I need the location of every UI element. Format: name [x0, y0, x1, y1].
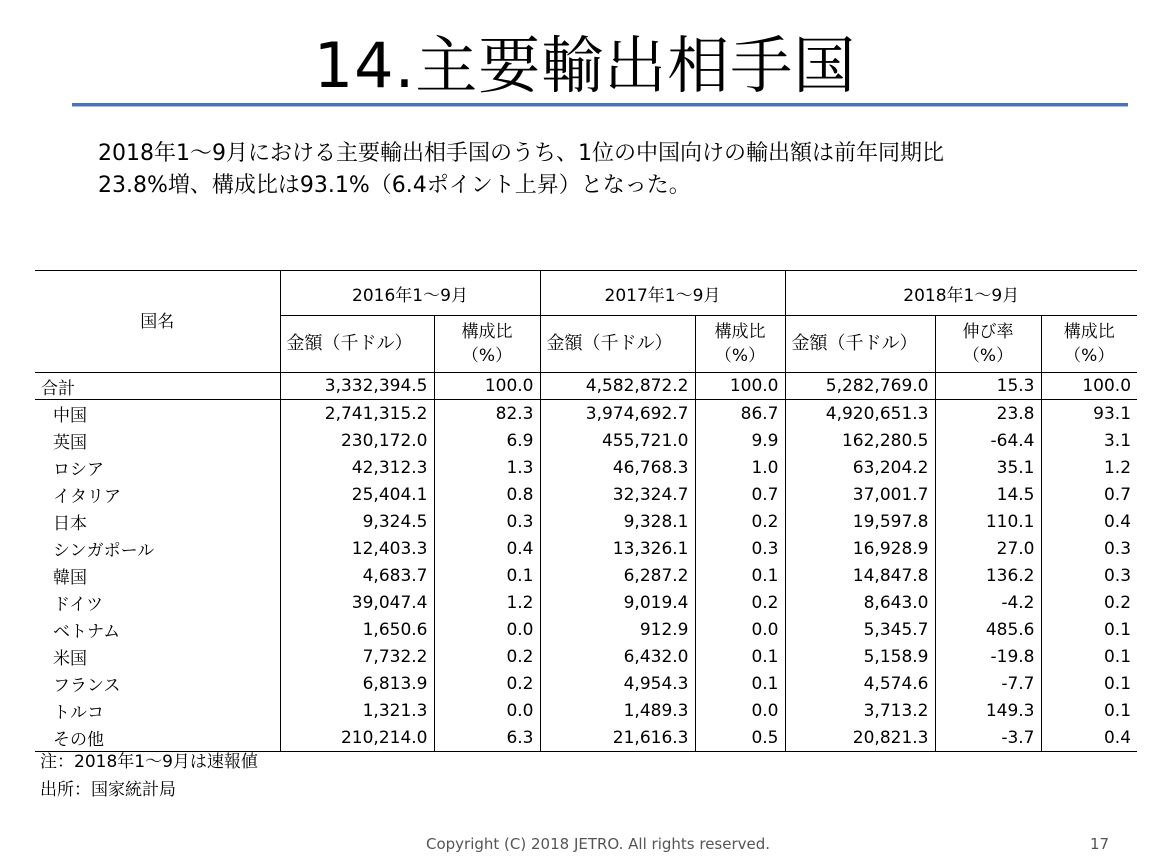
- table-row: [35, 508, 1137, 535]
- cell: 6.9: [434, 427, 540, 454]
- cell: 230,172.0: [280, 427, 434, 454]
- row-name: 米国: [53, 649, 87, 669]
- cell: 1.2: [434, 589, 540, 616]
- row-name: その他: [35, 724, 280, 752]
- cell: 0.0: [695, 697, 785, 724]
- note-preliminary: 注：2018年1～9月は速報値: [40, 752, 258, 772]
- table-row: [35, 562, 1137, 589]
- cell: 0.3: [434, 508, 540, 535]
- period-2017-header: 2017年1～9月: [540, 271, 785, 316]
- cell: 93.1: [1041, 400, 1137, 428]
- cell: 37,001.7: [785, 481, 935, 508]
- cell: 0.7: [1041, 481, 1137, 508]
- cell: 16,928.9: [785, 535, 935, 562]
- cell: 1,321.3: [280, 697, 434, 724]
- note-source: 出所：国家統計局: [40, 780, 176, 800]
- copyright-text: Copyright (C) 2018 JETRO. All rights reserved.: [426, 835, 771, 853]
- share-2018-header: 構成比 （%）: [1041, 316, 1137, 373]
- period-2018-header: 2018年1～9月: [785, 271, 1137, 316]
- cell: 0.3: [695, 535, 785, 562]
- slide-title: 14.主要輸出相手国: [313, 29, 857, 102]
- cell: 100.0: [695, 373, 785, 400]
- cell: 20,821.3: [785, 724, 935, 752]
- cell: 1.2: [1041, 454, 1137, 481]
- cell: 12,403.3: [280, 535, 434, 562]
- table-row: [35, 616, 1137, 643]
- intro-line-2: 23.8%増、構成比は93.1%（6.4ポイント上昇）となった。: [98, 173, 691, 198]
- cell: 63,204.2: [785, 454, 935, 481]
- cell: 2,741,315.2: [280, 400, 434, 428]
- cell: 0.2: [1041, 589, 1137, 616]
- cell: 912.9: [540, 616, 695, 643]
- row-name: 合計: [35, 373, 280, 400]
- cell: 0.1: [1041, 616, 1137, 643]
- cell: 13,326.1: [540, 535, 695, 562]
- table-row: [35, 535, 1137, 562]
- table-row: [35, 454, 1137, 481]
- cell: 0.0: [434, 697, 540, 724]
- cell: 0.1: [434, 562, 540, 589]
- cell: 0.4: [1041, 724, 1137, 752]
- cell: 0.2: [695, 589, 785, 616]
- amount-2018-header: 金額（千ドル）: [785, 316, 935, 373]
- cell: 4,574.6: [785, 670, 935, 697]
- cell: 39,047.4: [280, 589, 434, 616]
- cell: 0.2: [434, 643, 540, 670]
- cell: 1.3: [434, 454, 540, 481]
- row-name: ドイツ: [53, 595, 104, 615]
- row-name: 韓国: [53, 568, 87, 588]
- table-notes: [40, 748, 258, 804]
- table-row: [35, 670, 1137, 697]
- row-name: 中国: [53, 406, 87, 426]
- cell: 0.4: [1041, 508, 1137, 535]
- cell: 1,650.6: [280, 616, 434, 643]
- cell: -3.7: [935, 724, 1041, 752]
- table-row: [35, 400, 1137, 428]
- cell: 0.7: [695, 481, 785, 508]
- cell: 14.5: [935, 481, 1041, 508]
- cell: 25,404.1: [280, 481, 434, 508]
- amount-2016-header: 金額（千ドル）: [280, 316, 434, 373]
- cell: -64.4: [935, 427, 1041, 454]
- cell: 455,721.0: [540, 427, 695, 454]
- title-underline: [72, 103, 1128, 107]
- cell: 9.9: [695, 427, 785, 454]
- cell: 19,597.8: [785, 508, 935, 535]
- cell: 3,974,692.7: [540, 400, 695, 428]
- cell: 15.3: [935, 373, 1041, 400]
- cell: 82.3: [434, 400, 540, 428]
- table-row: [35, 481, 1137, 508]
- cell: 86.7: [695, 400, 785, 428]
- cell: 32,324.7: [540, 481, 695, 508]
- cell: 6,813.9: [280, 670, 434, 697]
- row-name: 日本: [53, 514, 87, 534]
- cell: -19.8: [935, 643, 1041, 670]
- table-row: [35, 589, 1137, 616]
- page-number: 17: [1090, 835, 1110, 853]
- cell: 27.0: [935, 535, 1041, 562]
- cell: 5,158.9: [785, 643, 935, 670]
- intro-line-1: 2018年1～9月における主要輸出相手国のうち、1位の中国向けの輸出額は前年同期比: [98, 141, 944, 166]
- cell: 0.1: [695, 670, 785, 697]
- row-name: フランス: [53, 676, 121, 696]
- row-name: トルコ: [53, 703, 104, 723]
- row-name: ロシア: [53, 460, 104, 480]
- cell: 7,732.2: [280, 643, 434, 670]
- cell: 14,847.8: [785, 562, 935, 589]
- share-2017-header: 構成比 （%）: [695, 316, 785, 373]
- cell: 35.1: [935, 454, 1041, 481]
- table-row: [35, 427, 1137, 454]
- cell: 0.3: [1041, 535, 1137, 562]
- cell: 4,954.3: [540, 670, 695, 697]
- export-partners-table: [35, 270, 1137, 752]
- cell: 0.1: [695, 562, 785, 589]
- cell: 0.0: [695, 616, 785, 643]
- share-2016-header: 構成比 （%）: [434, 316, 540, 373]
- table-row-total: [35, 373, 1137, 400]
- amount-2017-header: 金額（千ドル）: [540, 316, 695, 373]
- intro-text: [98, 138, 1098, 202]
- cell: 210,214.0: [280, 724, 434, 752]
- cell: 0.2: [695, 508, 785, 535]
- cell: 21,616.3: [540, 724, 695, 752]
- cell: 6,432.0: [540, 643, 695, 670]
- cell: 5,345.7: [785, 616, 935, 643]
- cell: 4,582,872.2: [540, 373, 695, 400]
- cell: -7.7: [935, 670, 1041, 697]
- cell: 6,287.2: [540, 562, 695, 589]
- cell: 100.0: [1041, 373, 1137, 400]
- cell: 0.1: [695, 643, 785, 670]
- cell: 162,280.5: [785, 427, 935, 454]
- cell: 100.0: [434, 373, 540, 400]
- cell: 3.1: [1041, 427, 1137, 454]
- cell: 23.8: [935, 400, 1041, 428]
- cell: 0.0: [434, 616, 540, 643]
- period-2016-header: 2016年1～9月: [280, 271, 540, 316]
- cell: 8,643.0: [785, 589, 935, 616]
- cell: 0.2: [434, 670, 540, 697]
- cell: 110.1: [935, 508, 1041, 535]
- cell: 4,683.7: [280, 562, 434, 589]
- cell: 0.1: [1041, 643, 1137, 670]
- table-row: [35, 643, 1137, 670]
- row-name: イタリア: [53, 487, 121, 507]
- cell: 1.0: [695, 454, 785, 481]
- row-name: シンガポール: [53, 541, 155, 561]
- cell: 0.1: [1041, 670, 1137, 697]
- cell: 0.8: [434, 481, 540, 508]
- cell: 0.5: [695, 724, 785, 752]
- cell: 9,324.5: [280, 508, 434, 535]
- cell: 149.3: [935, 697, 1041, 724]
- table-row: [35, 697, 1137, 724]
- cell: 4,920,651.3: [785, 400, 935, 428]
- cell: 3,332,394.5: [280, 373, 434, 400]
- row-name: 英国: [53, 433, 87, 453]
- cell: 46,768.3: [540, 454, 695, 481]
- cell: 1,489.3: [540, 697, 695, 724]
- cell: -4.2: [935, 589, 1041, 616]
- row-name: ベトナム: [53, 622, 121, 642]
- growth-2018-header: 伸び率 （%）: [935, 316, 1041, 373]
- cell: 5,282,769.0: [785, 373, 935, 400]
- cell: 0.4: [434, 535, 540, 562]
- cell: 3,713.2: [785, 697, 935, 724]
- cell: 9,019.4: [540, 589, 695, 616]
- cell: 136.2: [935, 562, 1041, 589]
- cell: 6.3: [434, 724, 540, 752]
- cell: 9,328.1: [540, 508, 695, 535]
- country-header: 国名: [35, 271, 280, 373]
- cell: 42,312.3: [280, 454, 434, 481]
- cell: 485.6: [935, 616, 1041, 643]
- cell: 0.1: [1041, 697, 1137, 724]
- cell: 0.3: [1041, 562, 1137, 589]
